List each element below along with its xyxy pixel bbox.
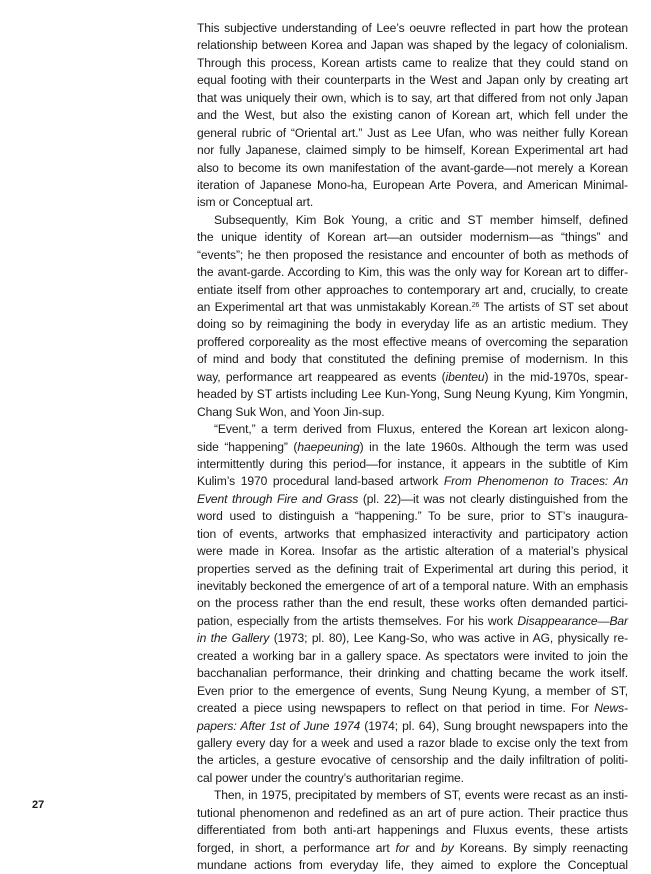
text-segment: Then, in 1975, precipitated by members of ST, events were recast as an insti- xyxy=(214,788,628,803)
text-segment: word used to distinguish a “happening.” To be sure, prior to ST’s inaugura- xyxy=(197,509,628,524)
text-line xyxy=(197,561,628,578)
text-segment: Through this process, Korean artists came to realize that they could stand on xyxy=(197,55,628,70)
text-segment: gallery every day for a week and used a razor blade to excise only the text from xyxy=(197,735,628,750)
text-segment: that was uniquely their own, which is to say, art that differed from not only Japan xyxy=(197,90,628,105)
text-line xyxy=(197,142,628,159)
text-line xyxy=(197,665,628,682)
text-segment: also to become its own manifestation of the avant-garde—not merely a Korean xyxy=(197,160,628,175)
text-segment: Subsequently, Kim Bok Young, a critic and ST member himself, defined xyxy=(214,212,628,227)
text-segment: Koreans. By simply reenacting xyxy=(453,840,628,855)
text-line xyxy=(197,718,628,735)
text-segment: This subjective understanding of Lee’s oeuvre reflected in part how the protean xyxy=(197,21,628,35)
text-segment: and xyxy=(409,840,442,855)
text-line xyxy=(197,37,628,54)
text-line xyxy=(197,386,628,403)
text-line xyxy=(197,55,628,72)
italic-title: papers: After 1st of June 1974 xyxy=(197,718,361,733)
text-line xyxy=(197,351,628,368)
text-segment: the articles, a gesture evocative of censorship and the daily infiltration of politi- xyxy=(197,753,628,768)
italic-title: ibenteu xyxy=(445,369,485,384)
text-line xyxy=(197,578,628,595)
body-text xyxy=(197,20,628,874)
text-segment: “Event,” a term derived from Fluxus, entered the Korean art lexicon along- xyxy=(214,422,628,437)
text-segment: “events”; he then proposed the resistance and encounter of both as methods of xyxy=(197,247,628,262)
text-segment: proffered corporeality as the most effective means of overcoming the separation xyxy=(197,334,628,349)
text-line xyxy=(197,247,628,264)
text-segment: of mind and body that constituted the defining premise of modernism. In this xyxy=(197,352,628,367)
italic-title: for xyxy=(395,840,410,855)
text-line xyxy=(197,543,628,560)
text-line xyxy=(197,770,628,787)
italic-title: Event through Fire and Grass xyxy=(197,491,359,506)
text-line xyxy=(197,735,628,752)
text-line xyxy=(197,630,628,647)
text-segment: side “happening” ( xyxy=(197,439,298,454)
text-segment: on the process rather than the end result, these works often demanded partici- xyxy=(197,596,628,611)
text-segment: Chang Suk Won, and Yoon Jin-sup. xyxy=(197,404,385,419)
text-line xyxy=(197,700,628,717)
text-segment: ) in the late 1960s. Although the term was used xyxy=(359,439,628,454)
italic-title: in the Gallery xyxy=(197,631,270,646)
text-segment: entiate itself from other approaches to contemporary art and, crucially, to create xyxy=(197,282,628,297)
text-segment: pation, especially from the artists themselves. For his work xyxy=(197,613,518,628)
text-segment: created a piece using newspapers to reflect on that period in time. For xyxy=(197,701,595,716)
text-line xyxy=(197,787,628,804)
italic-title: News- xyxy=(594,701,628,716)
italic-title: From Phenomenon to Traces: An xyxy=(443,474,629,489)
text-segment: way, performance art reappeared as events ( xyxy=(197,369,446,384)
text-segment: intermittently during this period—for instance, it appears in the subtitle of Kim xyxy=(197,456,628,471)
text-line xyxy=(197,421,628,438)
text-segment: ) in the mid-1970s, spear- xyxy=(484,369,628,384)
text-segment: Even prior to the emergence of events, Sung Neung Kyung, a member of ST, xyxy=(197,683,628,698)
text-segment: inevitably beckoned the emergence of art of a temporal nature. With an emphasis xyxy=(197,579,628,593)
text-line xyxy=(197,595,628,612)
text-segment: nor fully Japanese, claimed simply to be himself, Korean Experimental art had xyxy=(197,143,628,158)
text-segment: equal footing with their counterparts in the West and Japan only by creating art xyxy=(197,73,628,88)
text-segment: (1974; pl. 64), Sung brought newspapers into the xyxy=(360,718,629,733)
text-line xyxy=(197,648,628,665)
text-line xyxy=(197,805,628,822)
footnote-ref: 26 xyxy=(471,302,480,309)
text-segment: headed by ST artists including Lee Kun-Yong, Sung Neung Kyung, Kim Yongmin, xyxy=(197,387,628,402)
text-line xyxy=(197,491,628,508)
text-line xyxy=(197,526,628,543)
text-line xyxy=(197,282,628,299)
text-segment: tutional phenomenon and redefined as an art of pure action. Their practice thus xyxy=(197,805,628,820)
text-segment: forged, in short, a performance art xyxy=(197,840,396,855)
text-segment: were made in Korea. Insofar as the artistic alteration of a material’s physical xyxy=(197,544,628,559)
text-line xyxy=(197,473,628,490)
text-line xyxy=(197,822,628,839)
text-segment: the unique identity of Korean art—an outsider modernism—as “things” and xyxy=(197,230,628,245)
text-line xyxy=(197,299,628,316)
text-line xyxy=(197,316,628,333)
text-line xyxy=(197,194,628,211)
text-segment: general rubric of “Oriental art.” Just as Lee Ufan, who was neither fully Korean xyxy=(197,125,628,140)
text-line xyxy=(197,683,628,700)
text-segment: the avant-garde. According to Kim, this was the only way for Korean art to differ- xyxy=(197,265,628,280)
text-line xyxy=(197,177,628,194)
text-segment: The artists of ST set about xyxy=(479,300,628,314)
text-segment: cal power under the country’s authoritarian regime. xyxy=(197,770,464,785)
text-segment: (pl. 22)—it was not clearly distinguished from the xyxy=(358,491,629,506)
text-line xyxy=(197,613,628,630)
text-line xyxy=(197,107,628,124)
text-line xyxy=(197,369,628,386)
text-line xyxy=(197,72,628,89)
text-segment: differentiated from both anti-art happenings and Fluxus events, these artists xyxy=(197,823,628,838)
text-segment: doing so by reimagining the body in everyday life as an artistic medium. They xyxy=(197,317,628,332)
text-line xyxy=(197,334,628,351)
text-segment: (1973; pl. 80), Lee Kang-So, who was active in AG, physically re- xyxy=(269,631,628,646)
italic-title: haepeuning xyxy=(297,439,360,454)
text-line xyxy=(197,752,628,769)
text-line xyxy=(197,840,628,857)
text-segment: and the West, but also the existing canon of Korean art, which fell under the xyxy=(197,108,628,123)
text-line xyxy=(197,160,628,177)
text-line xyxy=(197,857,628,874)
text-line xyxy=(197,456,628,473)
text-segment: relationship between Korea and Japan was shaped by the legacy of colonialism. xyxy=(197,38,628,53)
italic-title: Disappearance—Bar xyxy=(517,613,628,628)
text-line xyxy=(197,90,628,107)
text-segment: an Experimental art that was unmistakably Korean. xyxy=(197,300,472,314)
text-line xyxy=(197,125,628,142)
text-segment: properties served as the defining trait of Experimental art during this period, it xyxy=(197,561,628,576)
text-line xyxy=(197,229,628,246)
italic-title: by xyxy=(441,840,454,855)
text-segment: Kulim’s 1970 procedural land-based artwork xyxy=(197,474,444,489)
text-line xyxy=(197,439,628,456)
text-line xyxy=(197,404,628,421)
text-segment: tion of events, artworks that emphasized interactivity and participatory action xyxy=(197,526,628,541)
text-segment: ism or Conceptual art. xyxy=(197,195,314,210)
text-line xyxy=(197,508,628,525)
text-segment: mundane actions from everyday life, they aimed to explore the Conceptual xyxy=(197,858,628,872)
text-line xyxy=(197,212,628,229)
text-line xyxy=(197,264,628,281)
page-number: 27 xyxy=(32,799,45,811)
text-segment: created a working bar in a gallery space. As spectators were invited to join the xyxy=(197,648,628,663)
text-segment: bacchanalian performance, their drinking and chatting became the work itself. xyxy=(197,666,628,681)
text-segment: iteration of Japanese Mono-ha, European Arte Povera, and American Minimal- xyxy=(197,177,628,192)
text-line xyxy=(197,20,628,37)
